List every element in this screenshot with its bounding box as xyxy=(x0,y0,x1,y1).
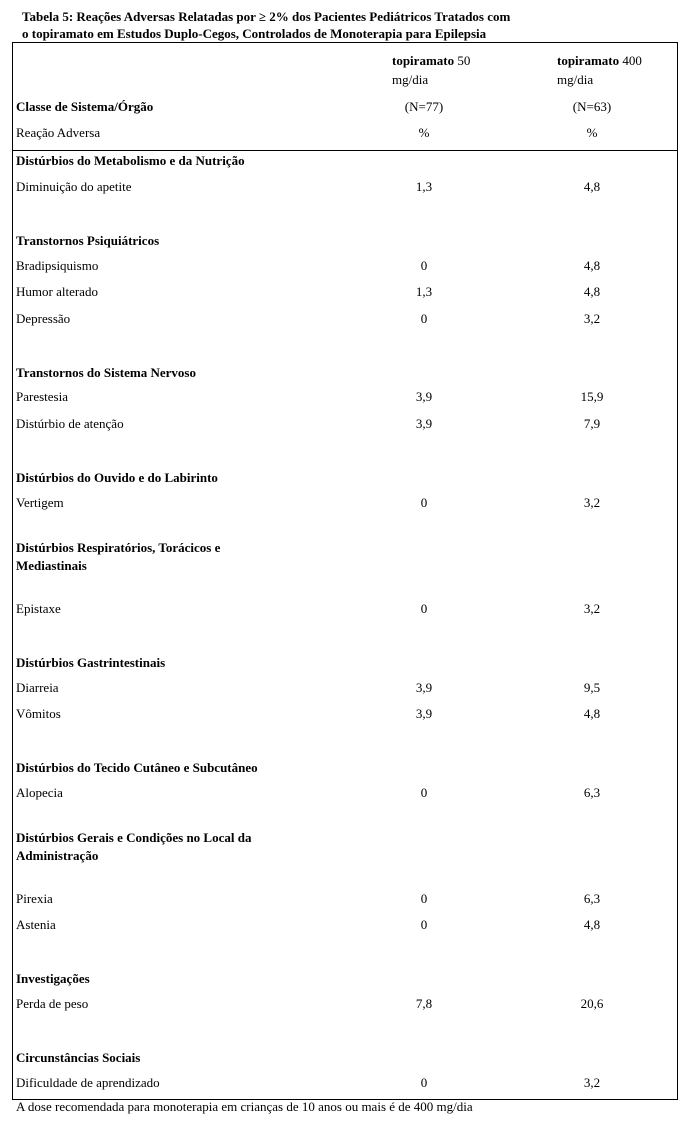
row-label: Vômitos xyxy=(16,706,61,721)
table-footnote: A dose recomendada para monoterapia em crianças de 10 anos ou mais é de 400 mg/dia xyxy=(16,1099,473,1114)
category-row: Transtornos do Sistema Nervoso xyxy=(16,365,196,380)
row-value-400: 15,9 xyxy=(580,389,604,404)
row-value-50: 0 xyxy=(420,785,428,800)
row-value-50: 3,9 xyxy=(415,706,433,721)
row-value-400: 4,8 xyxy=(583,706,601,721)
row-value-50: 7,8 xyxy=(415,996,433,1011)
col3-header xyxy=(557,52,642,69)
row-value-50: 3,9 xyxy=(415,416,433,431)
row-value-50: 3,9 xyxy=(415,389,433,404)
col2-name: topiramato xyxy=(392,53,455,68)
category-row: Distúrbios Gerais e Condições no Local da xyxy=(16,830,252,845)
col3-unit: mg/dia xyxy=(557,72,594,87)
row-value-50: 3,9 xyxy=(415,680,433,695)
row-label: Bradipsiquismo xyxy=(16,258,99,273)
row-value-50: 0 xyxy=(420,1075,428,1090)
category-row: Circunstâncias Sociais xyxy=(16,1050,141,1065)
caption-line-1: Tabela 5: Reações Adversas Relatadas por ≥ 2% dos Pacientes Pediátricos Tratados com xyxy=(22,9,511,24)
class-label: Classe de Sistema/Órgão xyxy=(16,99,154,114)
caption-line-2: o topiramato em Estudos Duplo-Cegos, Controlados de Monoterapia para Epilepsia xyxy=(22,26,487,41)
reaction-label: Reação Adversa xyxy=(16,125,101,140)
col2-unit: mg/dia xyxy=(392,72,429,87)
row-label: Depressão xyxy=(16,311,71,326)
row-value-50: 0 xyxy=(420,258,428,273)
col3-name: topiramato xyxy=(557,53,620,68)
row-value-50: 0 xyxy=(420,495,428,510)
col3-n: (N=63) xyxy=(572,99,612,114)
row-value-50: 1,3 xyxy=(415,284,433,299)
col2-n: (N=77) xyxy=(404,99,444,114)
row-value-400: 3,2 xyxy=(583,311,601,326)
row-label: Pirexia xyxy=(16,891,53,906)
row-value-400: 4,8 xyxy=(583,258,601,273)
row-label: Epistaxe xyxy=(16,601,61,616)
row-value-400: 3,2 xyxy=(583,1075,601,1090)
row-value-50: 1,3 xyxy=(415,179,433,194)
row-value-400: 4,8 xyxy=(583,917,601,932)
row-value-400: 6,3 xyxy=(583,891,601,906)
table-caption xyxy=(22,8,662,42)
row-label: Vertigem xyxy=(16,495,64,510)
row-label: Alopecia xyxy=(16,785,63,800)
category-row-continued: Administração xyxy=(16,848,99,863)
row-value-400: 4,8 xyxy=(583,284,601,299)
row-label: Dificuldade de aprendizado xyxy=(16,1075,160,1090)
row-label: Diarreia xyxy=(16,680,59,695)
row-label: Humor alterado xyxy=(16,284,98,299)
row-label: Distúrbio de atenção xyxy=(16,416,124,431)
row-value-400: 3,2 xyxy=(583,495,601,510)
row-label: Diminuição do apetite xyxy=(16,179,132,194)
row-value-400: 9,5 xyxy=(583,680,601,695)
category-row: Investigações xyxy=(16,971,90,986)
row-label: Perda de peso xyxy=(16,996,89,1011)
row-value-50: 0 xyxy=(420,601,428,616)
col2-dose: 50 xyxy=(457,53,471,68)
header-rule xyxy=(12,150,678,151)
col3-dose: 400 xyxy=(622,53,642,68)
col2-header xyxy=(392,52,470,69)
row-value-400: 20,6 xyxy=(580,996,604,1011)
row-value-400: 7,9 xyxy=(583,416,601,431)
category-row: Distúrbios Gastrintestinais xyxy=(16,655,166,670)
row-label: Parestesia xyxy=(16,389,68,404)
row-value-50: 0 xyxy=(420,311,428,326)
category-row: Transtornos Psiquiátricos xyxy=(16,233,160,248)
category-row: Distúrbios do Ouvido e do Labirinto xyxy=(16,470,218,485)
category-row-continued: Mediastinais xyxy=(16,558,87,573)
category-row: Distúrbios do Tecido Cutâneo e Subcutâneo xyxy=(16,760,258,775)
row-value-400: 3,2 xyxy=(583,601,601,616)
row-value-50: 0 xyxy=(420,891,428,906)
row-value-400: 6,3 xyxy=(583,785,601,800)
category-row: Distúrbios Respiratórios, Torácicos e xyxy=(16,540,221,555)
category-row: Distúrbios do Metabolismo e da Nutrição xyxy=(16,153,245,168)
row-label: Astenia xyxy=(16,917,56,932)
col2-pct: % xyxy=(418,125,430,140)
row-value-50: 0 xyxy=(420,917,428,932)
col3-pct: % xyxy=(586,125,598,140)
row-value-400: 4,8 xyxy=(583,179,601,194)
table-frame xyxy=(12,42,678,1100)
